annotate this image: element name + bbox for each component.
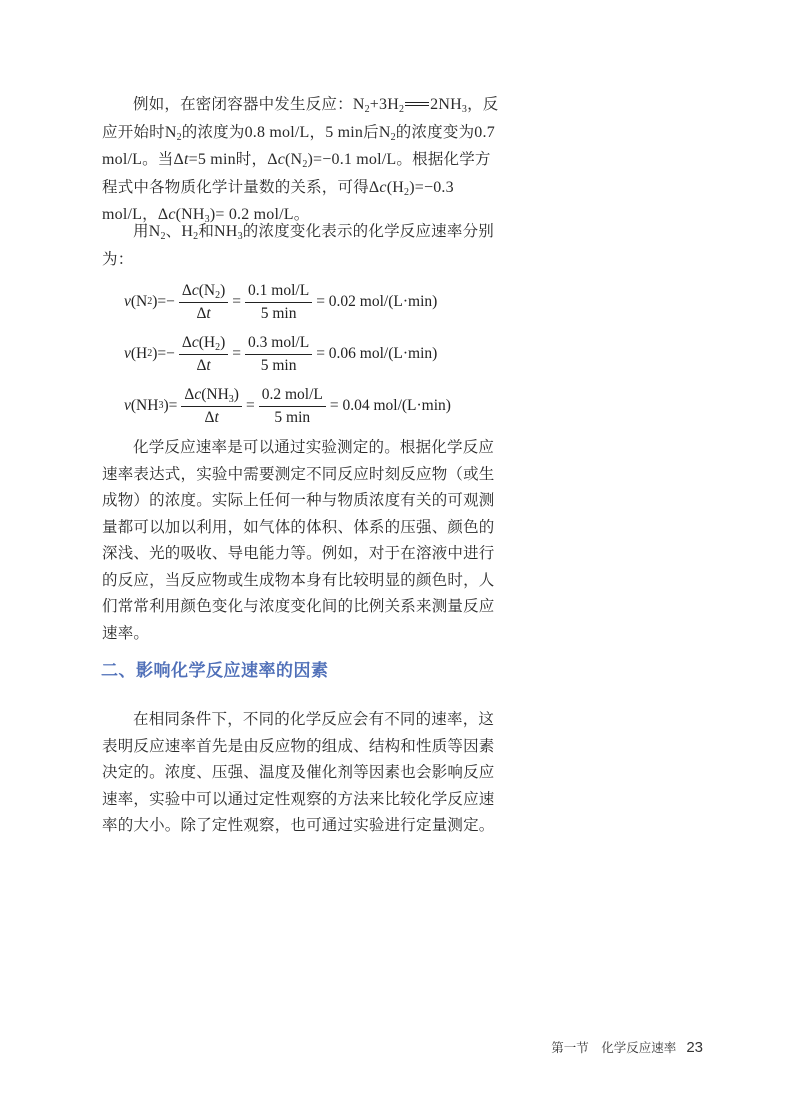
fraction: $\frac{\text{0.2 mol/L}}{5 \min}$	[259, 386, 326, 427]
fraction: $\frac{\text{0.3 mol/L}}{5 \min}$	[245, 334, 312, 375]
chapter-title: 第一节 化学反应速率	[551, 1040, 677, 1055]
page-number: 23	[686, 1039, 703, 1056]
section-heading: 二、影响化学反应速率的因素	[101, 661, 329, 681]
equation-rate-h2: v (H 2 )=− $\frac{\Delta c(H_2)}{\Delta t}$ = $\frac{\text{0.3 mol/L}}{5 \min}$ = 0.06 mol/(L·min)	[124, 333, 438, 374]
fraction: $\frac{\text{0.1 mol/L}}{5 \min}$	[245, 282, 312, 323]
paragraph-example: 例如，在密闭容器中发生反应：$N_2+3H_2$ $2NH_3$，反应开始时$N_2$的浓度为0.8 mol/L，5 min后$N_2$的浓度变为0.7 mol/L。当Δt=5 min时，$\Delta c(N_2)=-0.1$ mol/L。根据化学方程式中各物质化学计量数的关系，可得$\Delta c(H_2)=-0.3$ mol/L，$\Delta c(NH_3)= 0.2$ mol/L。	[102, 95, 499, 225]
page-footer	[551, 1038, 703, 1056]
fraction: $\frac{\Delta c(NH_3)}{\Delta t}$	[181, 386, 242, 427]
paragraph-factors: 在相同条件下，不同的化学反应会有不同的速率，这表明反应速率首先是由反应物的组成、结构和性质等因素决定的。浓度、压强、温度及催化剂等因素也会影响反应速率，实验中可以通过定性观察的方法来比较化学反应速率的大小。除了定性观察，也可通过实验进行定量测定。	[102, 710, 495, 834]
paragraph-measurement: 化学反应速率是可以通过实验测定的。根据化学反应速率表达式，实验中需要测定不同反应时刻反应物（或生成物）的浓度。实际上任何一种与物质浓度有关的可观测量都可以加以利用，如气体的体积、体系的压强、颜色的深浅、光的吸收、导电能力等。例如，对于在溶液中进行的反应，当反应物或生成物本身有比较明显的颜色时，人们常常利用颜色变化与浓度变化间的比例关系来测量反应速率。	[102, 438, 495, 642]
paragraph-rate-intro: 用$N_2$、$H_2$和$NH_3$的浓度变化表示的化学反应速率分别为：	[102, 222, 494, 268]
fraction: $\frac{\Delta c(H_2)}{\Delta t}$	[179, 334, 228, 375]
fraction: $\frac{\Delta c(N_2)}{\Delta t}$	[179, 282, 228, 323]
equation-rate-n2: v (N 2 )=− $\frac{\Delta c(N_2)}{\Delta t}$ = $\frac{\text{0.1 mol/L}}{5 \min}$ = 0.02 mol/(L·min)	[124, 281, 438, 322]
equation-rate-nh3: v (NH 3 )= $\frac{\Delta c(NH_3)}{\Delta t}$ = $\frac{\text{0.2 mol/L}}{5 \min}$ = 0.04 mol/(L·min)	[124, 385, 451, 426]
text: 例如，在密闭容器中发生反应：	[133, 95, 353, 113]
equilibrium-arrow-icon	[405, 99, 429, 109]
